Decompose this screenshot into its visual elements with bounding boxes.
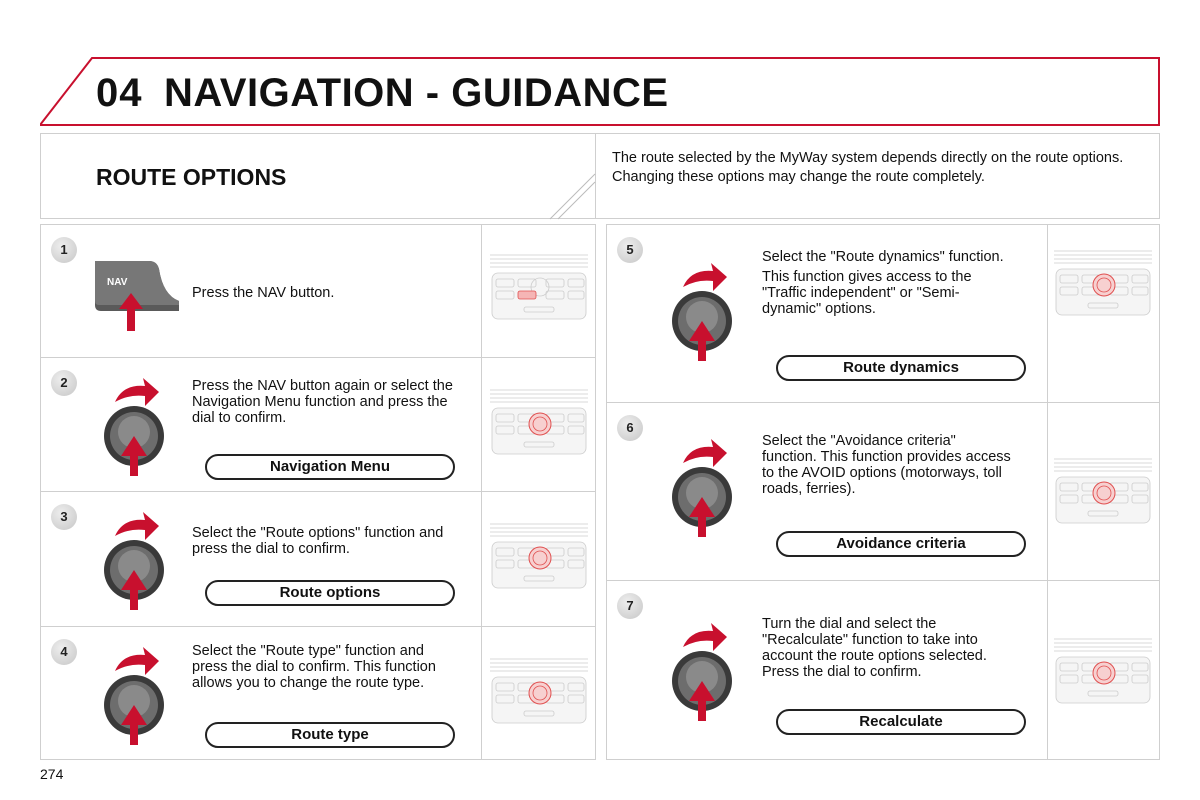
section-title: ROUTE OPTIONS: [96, 164, 287, 190]
dashboard-thumbnail: [1047, 403, 1159, 581]
step-3: [41, 492, 595, 627]
step-7: [607, 581, 1159, 759]
step-1: [41, 225, 595, 358]
step-text-line: Press the NAV button.: [192, 285, 335, 301]
step-4: [41, 627, 595, 759]
route-type-button[interactable]: Route type: [205, 722, 455, 748]
step-text-line: Select the "Route type" function and press the dial to confirm. This function allows you to change the route type.: [192, 643, 436, 691]
dashboard-thumbnail: [1047, 581, 1159, 759]
step-number-badge: 5: [617, 237, 643, 263]
step-instruction: [192, 525, 462, 557]
avoidance-criteria-button[interactable]: Avoidance criteria: [776, 531, 1026, 557]
dial-icon: [669, 617, 739, 728]
step-text-line: Turn the dial and select the "Recalculate" function to take into account the route options selected. Press the dial to confirm.: [762, 616, 987, 680]
dashboard-thumbnail: [481, 225, 595, 358]
dashboard-thumbnail: [481, 627, 595, 759]
step-5: [607, 225, 1159, 403]
navigation-menu-button[interactable]: Navigation Menu: [205, 454, 455, 480]
chapter-number: 04: [96, 71, 143, 115]
svg-text:NAV: NAV: [107, 277, 128, 288]
step-number-badge: 1: [51, 237, 77, 263]
intro-text: [612, 150, 1152, 186]
step-text-line: This function gives access to the "Traffic independent" or "Semi-dynamic" options.: [762, 269, 972, 317]
recalculate-button[interactable]: Recalculate: [776, 709, 1026, 735]
step-instruction: [192, 643, 462, 691]
intro-paragraph: The route selected by the MyWay system depends directly on the route options.: [612, 150, 1124, 166]
dial-icon: [101, 372, 171, 483]
step-instruction: [762, 249, 1012, 317]
step-number-badge: 6: [617, 415, 643, 441]
dial-icon: [669, 257, 739, 368]
section-title-box: [40, 133, 596, 219]
step-instruction: [762, 616, 1022, 680]
step-number-badge: 7: [617, 593, 643, 619]
page-title: NAVIGATION - GUIDANCE: [164, 71, 669, 115]
route-options-button[interactable]: Route options: [205, 580, 455, 606]
dial-icon: [101, 506, 171, 617]
step-text-line: Select the "Avoidance criteria" function. This function provides access to the AVOID options (motorways, toll roads, ferries).: [762, 433, 1011, 497]
step-2: [41, 358, 595, 492]
step-text-line: Select the "Route dynamics" function.: [762, 249, 1004, 265]
steps-panel-right: [606, 224, 1160, 760]
corner-decoration: [536, 134, 596, 220]
page-number: 274: [40, 766, 64, 782]
dashboard-thumbnail: [1047, 225, 1159, 403]
step-number-badge: 4: [51, 639, 77, 665]
step-number-badge: 3: [51, 504, 77, 530]
steps-panel-left: [40, 224, 596, 760]
step-6: [607, 403, 1159, 581]
dashboard-thumbnail: [481, 492, 595, 627]
step-instruction: [762, 433, 1012, 497]
step-instruction: [192, 378, 472, 426]
dial-icon: [669, 433, 739, 544]
chapter-header: [40, 57, 1160, 127]
step-instruction: [192, 285, 462, 301]
step-text-line: Select the "Route options" function and press the dial to confirm.: [192, 525, 444, 557]
step-number-badge: 2: [51, 370, 77, 396]
route-dynamics-button[interactable]: Route dynamics: [776, 355, 1026, 381]
dial-icon: [101, 641, 171, 752]
step-text-line: Press the NAV button again or select the Navigation Menu function and press the dial to confirm.: [192, 378, 453, 426]
dashboard-thumbnail: [481, 358, 595, 492]
intro-paragraph: Changing these options may change the route completely.: [612, 169, 985, 185]
nav-button-icon: [91, 255, 181, 340]
